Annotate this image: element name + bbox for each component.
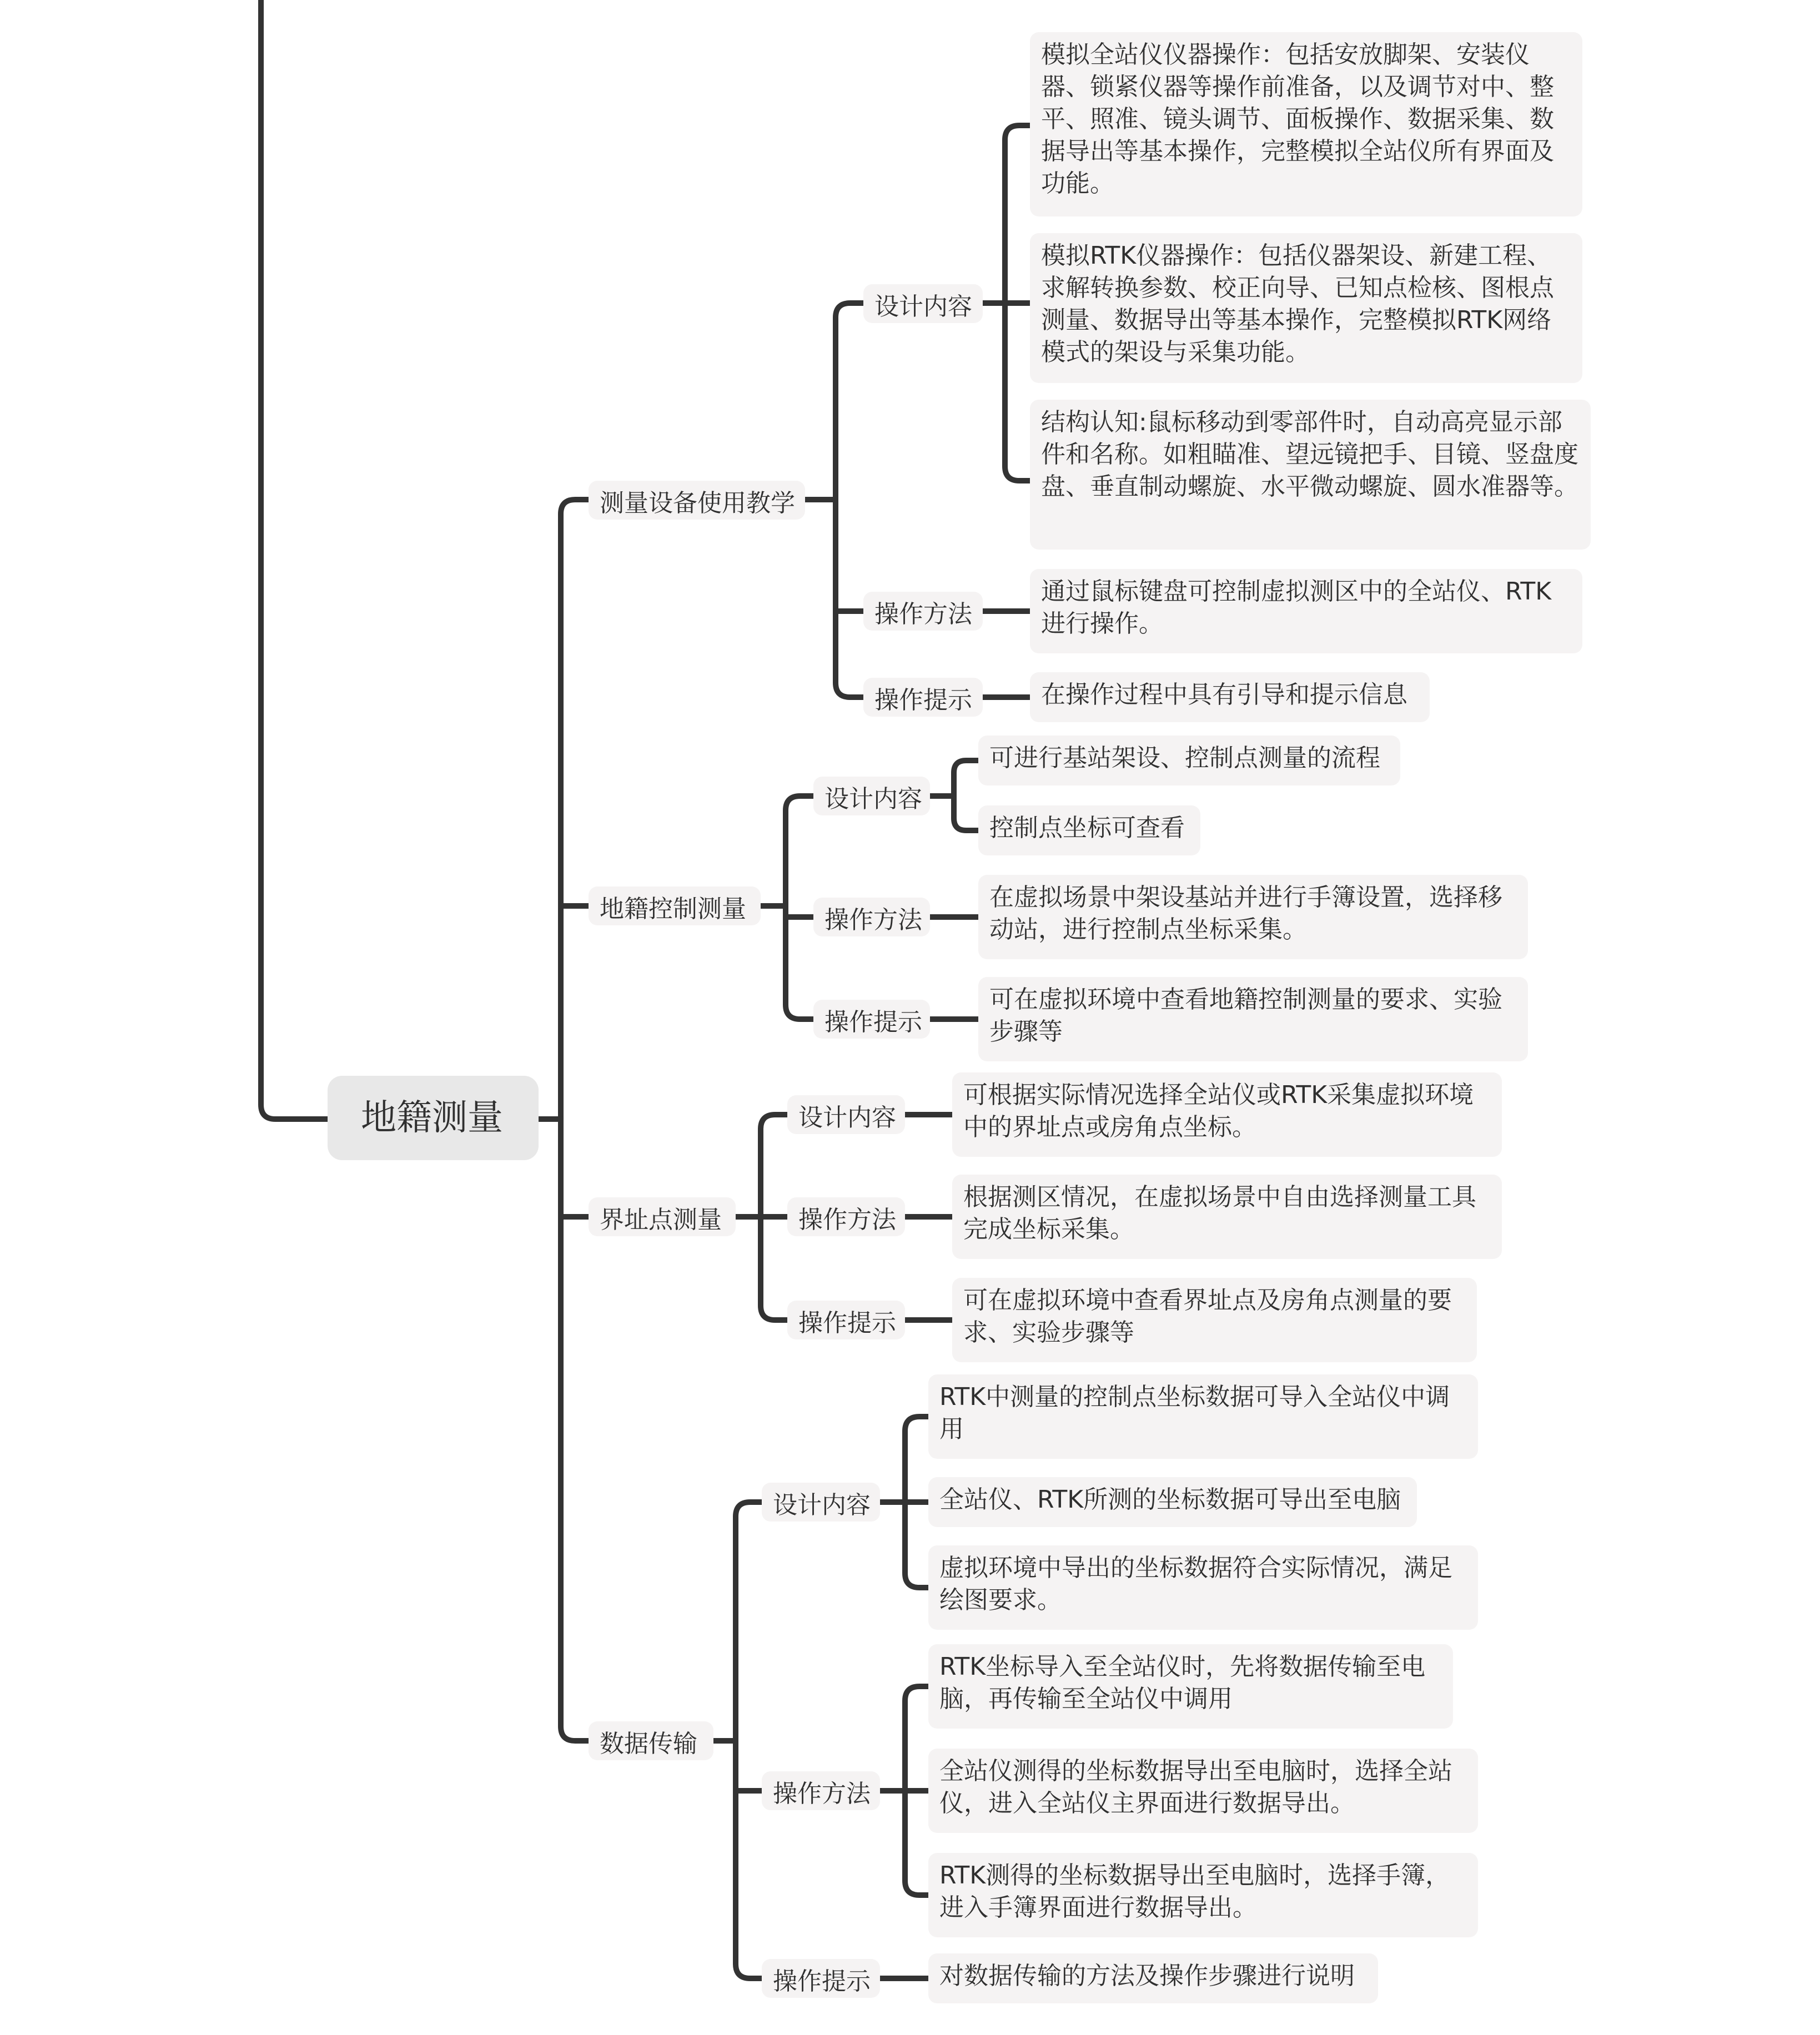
leaf-rtk-simulation: 模拟RTK仪器操作：包括仪器架设、新建工程、求解转换参数、校正向导、已知点检核、图根点测量、数据导出等基本操作，完整模拟RTK网络模式的架设与采集功能。 <box>1030 233 1582 383</box>
leaf-boundary-requirements: 可在虚拟环境中查看界址点及房角点测量的要求、实验步骤等 <box>952 1278 1477 1362</box>
branch3-operation-method[interactable]: 操作方法 <box>787 1197 905 1236</box>
leaf-rtk-to-total-station: RTK坐标导入至全站仪时，先将数据传输至电脑，再传输至全站仪中调用 <box>928 1644 1453 1729</box>
leaf-base-station-setup: 可进行基站架设、控制点测量的流程 <box>978 736 1400 785</box>
branch4-design-content[interactable]: 设计内容 <box>762 1483 880 1522</box>
root-node[interactable]: 地籍测量 <box>328 1076 539 1160</box>
leaf-rtk-import: RTK中测量的控制点坐标数据可导入全站仪中调用 <box>928 1374 1478 1459</box>
leaf-mouse-keyboard-control: 通过鼠标键盘可控制虚拟测区中的全站仪、RTK进行操作。 <box>1030 569 1582 653</box>
leaf-total-station-simulation: 模拟全站仪仪器操作：包括安放脚架、安装仪器、锁紧仪器等操作前准备，以及调节对中、整平、照准、镜头调节、面板操作、数据采集、数据导出等基本操作，完整模拟全站仪所有界面及功能。 <box>1030 32 1582 216</box>
branch2-operation-hint[interactable]: 操作提示 <box>813 1000 930 1039</box>
branch2-operation-method[interactable]: 操作方法 <box>813 898 930 936</box>
branch1-operation-hint[interactable]: 操作提示 <box>863 678 983 717</box>
leaf-control-point-viewable: 控制点坐标可查看 <box>978 805 1200 855</box>
branch-boundary-point[interactable]: 界址点测量 <box>589 1197 736 1236</box>
branch4-operation-method[interactable]: 操作方法 <box>762 1771 880 1810</box>
leaf-free-tool-choice: 根据测区情况，在虚拟场景中自由选择测量工具完成坐标采集。 <box>952 1175 1502 1259</box>
branch2-design-content[interactable]: 设计内容 <box>813 777 930 815</box>
branch-cadastral-control[interactable]: 地籍控制测量 <box>589 886 761 925</box>
leaf-control-survey-requirements: 可在虚拟环境中查看地籍控制测量的要求、实验步骤等 <box>978 977 1528 1061</box>
branch1-design-content[interactable]: 设计内容 <box>863 284 983 323</box>
branch3-design-content[interactable]: 设计内容 <box>787 1095 905 1134</box>
leaf-rtk-export: RTK测得的坐标数据导出至电脑时，选择手簿，进入手簿界面进行数据导出。 <box>928 1853 1478 1937</box>
leaf-structure-recognition: 结构认知:鼠标移动到零部件时，自动高亮显示部件和名称。如粗瞄准、望远镜把手、目镜、竖盘度盘、垂直制动螺旋、水平微动螺旋、圆水准器等。 <box>1030 400 1591 550</box>
leaf-total-station-export: 全站仪测得的坐标数据导出至电脑时，选择全站仪，进入全站仪主界面进行数据导出。 <box>928 1749 1478 1833</box>
branch3-operation-hint[interactable]: 操作提示 <box>787 1301 905 1339</box>
leaf-guidance-info: 在操作过程中具有引导和提示信息 <box>1030 672 1430 722</box>
leaf-base-station-handbook: 在虚拟场景中架设基站并进行手簿设置，选择移动站，进行控制点坐标采集。 <box>978 875 1528 959</box>
leaf-transfer-instructions: 对数据传输的方法及操作步骤进行说明 <box>928 1953 1378 2003</box>
leaf-select-instrument: 可根据实际情况选择全站仪或RTK采集虚拟环境中的界址点或房角点坐标。 <box>952 1072 1502 1157</box>
branch1-operation-method[interactable]: 操作方法 <box>863 592 983 631</box>
branch4-operation-hint[interactable]: 操作提示 <box>762 1959 880 1998</box>
branch-data-transfer[interactable]: 数据传输 <box>589 1721 713 1760</box>
branch-equipment-teaching[interactable]: 测量设备使用教学 <box>589 481 805 520</box>
leaf-export-to-pc: 全站仪、RTK所测的坐标数据可导出至电脑 <box>928 1477 1417 1527</box>
leaf-export-realistic: 虚拟环境中导出的坐标数据符合实际情况，满足绘图要求。 <box>928 1545 1478 1630</box>
